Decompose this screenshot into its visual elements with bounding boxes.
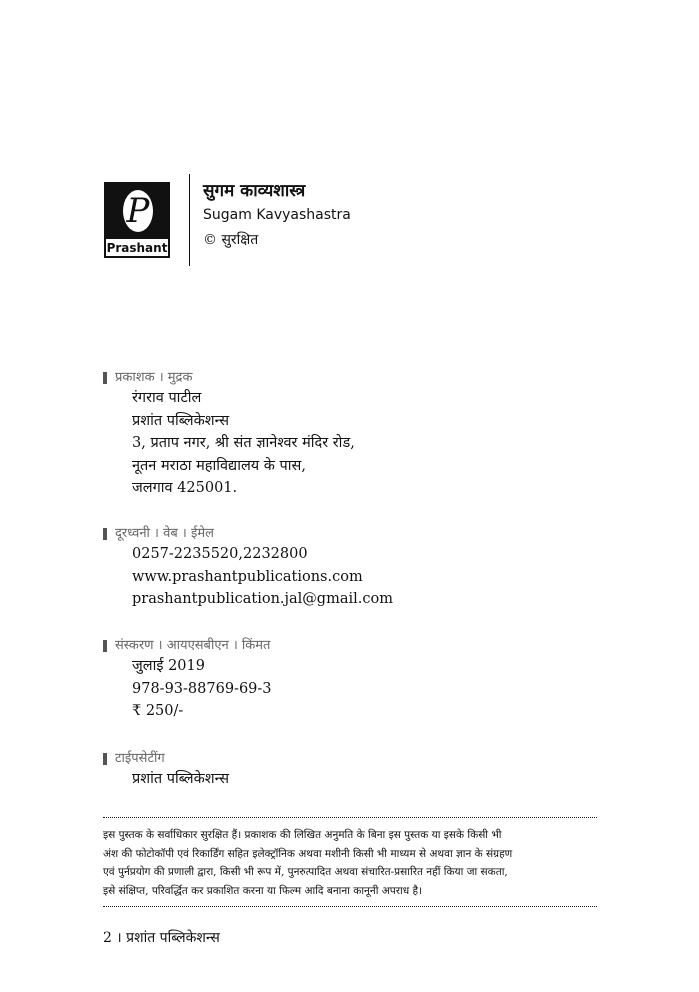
typesetting-heading: टाईपसेटींग bbox=[115, 751, 165, 766]
section-marker-icon bbox=[103, 753, 107, 765]
address-city: जलगाव 425001. bbox=[132, 480, 238, 496]
section-heading bbox=[103, 637, 272, 655]
publisher-name: रंगराव पाटील bbox=[132, 390, 202, 406]
publisher-section bbox=[103, 369, 355, 500]
price: ₹ 250/- bbox=[132, 703, 184, 719]
contact-section bbox=[103, 525, 393, 611]
logo-emblem bbox=[106, 184, 168, 239]
notice-line: इसे संक्षिप्त, परिवर्द्धित कर प्रकाशित करना या फिल्म आदि बनाना कानूनी अपराध है। bbox=[103, 884, 423, 897]
section-heading bbox=[103, 525, 393, 543]
logo-p-mark: P bbox=[123, 190, 153, 232]
email: prashantpublication.jal@gmail.com bbox=[132, 591, 393, 607]
vertical-divider bbox=[189, 174, 190, 266]
notice-line: एवं पुर्नप्रयोग की प्रणाली द्वारा, किसी भी रूप में, पुनरुत्पादित अथवा संचारित-प्रसारित नहीं किया जा सकता, bbox=[103, 866, 508, 878]
section-heading bbox=[103, 750, 229, 768]
address-line-1: 3, प्रताप नगर, श्री संत ज्ञानेश्वर मंदिर रोड, bbox=[132, 435, 355, 451]
copyright-notice bbox=[103, 826, 597, 900]
title-block bbox=[203, 180, 351, 252]
edition-lines bbox=[132, 655, 272, 723]
section-marker-icon bbox=[103, 528, 107, 540]
logo-text: Prashant bbox=[106, 241, 168, 255]
typesetting-section bbox=[103, 750, 229, 791]
website: www.prashantpublications.com bbox=[132, 568, 363, 585]
publisher-company: प्रशांत पब्लिकेशन्स bbox=[132, 412, 230, 429]
page-footer: 2 । प्रशांत पब्लिकेशन्स bbox=[103, 930, 220, 946]
address-line-2: नूतन मराठा महाविद्यालय के पास, bbox=[132, 457, 306, 474]
edition-section bbox=[103, 637, 272, 723]
book-title: सुगम काव्यशास्त्र bbox=[203, 181, 306, 201]
publisher-lines bbox=[132, 387, 355, 500]
typesetting-lines bbox=[132, 768, 229, 791]
dotted-divider-top bbox=[103, 817, 597, 818]
edition-date: जुलाई 2019 bbox=[132, 658, 205, 674]
section-marker-icon bbox=[103, 372, 107, 384]
edition-heading: संस्करण । आयएसबीएन । किंमत bbox=[115, 638, 271, 653]
publisher-heading: प्रकाशक । मुद्रक bbox=[115, 370, 193, 385]
contact-heading: दूरध्वनी । वेब । ईमेल bbox=[115, 526, 214, 541]
typesetter-name: प्रशांत पब्लिकेशन्स bbox=[132, 771, 230, 787]
publisher-logo bbox=[104, 182, 170, 258]
section-marker-icon bbox=[103, 640, 107, 652]
notice-line: अंश की फोटोकॉपी एवं रिकार्डिंग सहित इलेक्ट्रॉनिक अथवा मशीनी किसी भी माध्यम से अथवा ज्ञान के संग्रहण bbox=[103, 847, 513, 860]
dotted-divider-bottom bbox=[103, 906, 597, 907]
contact-lines bbox=[132, 543, 393, 611]
phone-numbers: 0257-2235520,2232800 bbox=[132, 546, 308, 562]
copyright-line: © सुरक्षित bbox=[203, 232, 259, 248]
book-title-english: Sugam Kavyashastra bbox=[203, 207, 351, 223]
notice-line: इस पुस्तक के सर्वाधिकार सुरक्षित हैं। प्रकाशक की लिखित अनुमति के बिना इस पुस्तक या इसके किसी भी bbox=[103, 829, 502, 841]
isbn: 978-93-88769-69-3 bbox=[132, 680, 272, 697]
section-heading bbox=[103, 369, 355, 387]
